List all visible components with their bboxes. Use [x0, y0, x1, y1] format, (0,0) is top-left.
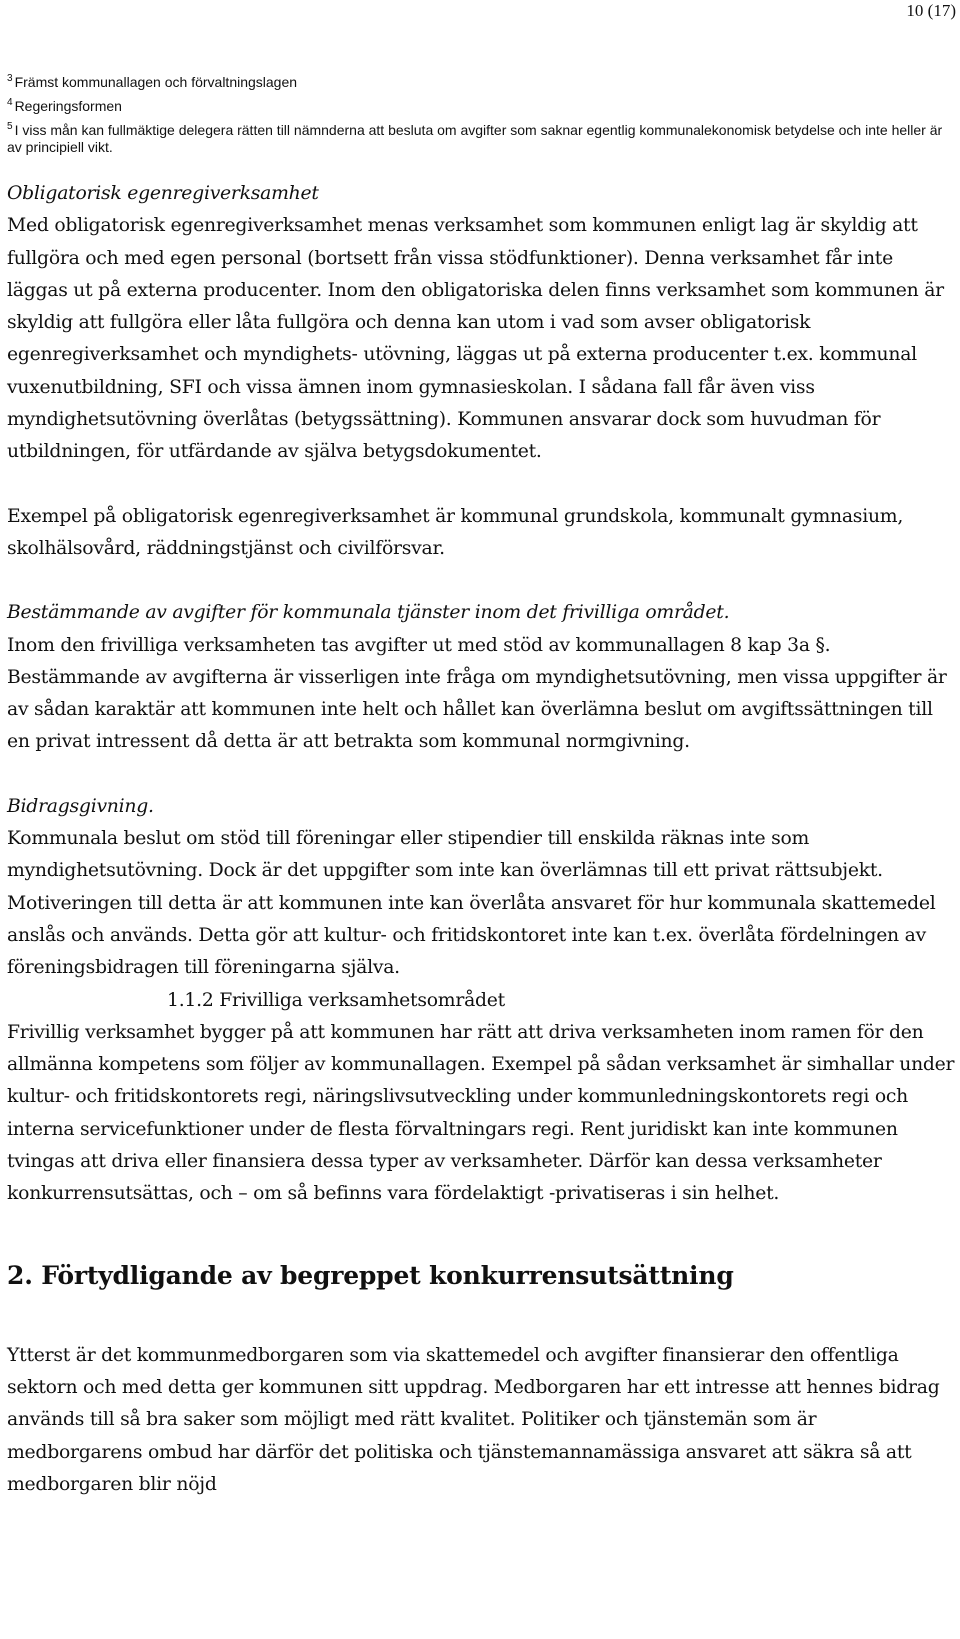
bidrag-heading: Bidragsgivning. — [7, 795, 154, 817]
footnote-4 — [7, 98, 957, 115]
footnote-text: Främst kommunallagen och förvaltningslagen — [14, 74, 298, 90]
avgifter-paragraph: Inom den frivilliga verksamheten tas avgifter ut med stöd av kommunallagen 8 kap 3a §. Bestämmande av avgifterna är visserligen inte fråga om myndighetsutövning, men vissa uppgifter är av sådan karaktär att kommunen inte helt och hållet kan överlämna beslut om avgiftssättningen till en privat intressent då detta är att betrakta som kommunal normgivning. — [7, 634, 947, 753]
footnote-text: I viss mån kan fullmäktige delegera rätten till nämnderna att besluta om avgifter som saknar egentlig kommunalekonomisk betydelse och inte heller är av principiell vikt. — [7, 122, 943, 155]
section-2-heading: 2. Förtydligande av begreppet konkurrensutsättning — [7, 1260, 734, 1290]
footnote-mark: 3 — [7, 73, 13, 85]
footnotes — [7, 74, 957, 163]
obligatorisk-example-paragraph: Exempel på obligatorisk egenregiverksamhet är kommunal grundskola, kommunalt gymnasium, skolhälsovård, räddningstjänst och civilförsvar. — [7, 505, 904, 559]
frivilliga-paragraph: Frivillig verksamhet bygger på att kommunen har rätt att driva verksamheten inom ramen för den allmänna kompetens som följer av kommunallagen. Exempel på sådan verksamhet är simhallar under kultur- och fritidskontorets regi, näringslivsutveckling under kommunledningskontorets regi och interna servicefunktioner under de flesta förvaltningars regi. Rent juridiskt kan inte kommunen tvingas att driva eller finansiera dessa typer av verksamheter. Därför kan dessa verksamheter konkurrensutsättas, och – om så befinns vara fördelaktigt -privatiseras i sin helhet. — [7, 1021, 955, 1205]
page-number: 10 (17) — [906, 1, 956, 20]
footnote-3 — [7, 74, 957, 91]
frivilliga-heading: 1.1.2 Frivilliga verksamhetsområdet — [167, 989, 505, 1011]
footnote-5 — [7, 122, 957, 156]
footnote-mark: 4 — [7, 97, 13, 109]
footnote-mark: 5 — [7, 121, 13, 133]
section-2-paragraph: Ytterst är det kommunmedborgaren som via skattemedel och avgifter finansierar den offentliga sektorn och med detta ger kommunen sitt uppdrag. Medborgaren har ett intresse att hennes bidrag används till så bra saker som möjligt med rätt kvalitet. Politiker och tjänstemän som är medborgarens ombud har därför det politiska och tjänstemannamässiga ansvaret att säkra så att medborgaren blir nöjd — [7, 1344, 940, 1495]
obligatorisk-heading: Obligatorisk egenregiverksamhet — [7, 183, 319, 204]
avgifter-heading: Bestämmande av avgifter för kommunala tjänster inom det frivilliga området. — [7, 602, 730, 624]
footnote-text: Regeringsformen — [14, 98, 122, 114]
obligatorisk-paragraph: Med obligatorisk egenregiverksamhet menas verksamhet som kommunen enligt lag är skyldig att fullgöra och med egen personal (bortsett från vissa stödfunktioner). Denna verksamhet får inte läggas ut på externa producenter. Inom den obligatoriska delen finns verksamhet som kommunen är skyldig att fullgöra eller låta fullgöra och denna kan utom i vad som avser obligatorisk egenregiverksamhet och myndighets- utövning, läggas ut på externa producenter t.ex. kommunal vuxenutbildning, SFI och vissa ämnen inom gymnasieskolan. I sådana fall får även viss myndighetsutövning överlåtas (betygssättning). Kommunen ansvarar dock som huvudman för utbildningen, för utfärdande av själva betygsdokumentet. — [7, 215, 944, 463]
document-body — [7, 178, 955, 1501]
bidrag-paragraph: Kommunala beslut om stöd till föreningar eller stipendier till enskilda räknas inte som myndighetsutövning. Dock är det uppgifter som inte kan överlämnas till ett privat rättsubjekt. Motiveringen till detta är att kommunen inte kan överlåta ansvaret för hur kommunala skattemedel anslås och används. Detta gör att kultur- och fritidskontoret inte kan t.ex. överlåta fördelningen av föreningsbidragen till föreningarna själva. — [7, 828, 936, 979]
